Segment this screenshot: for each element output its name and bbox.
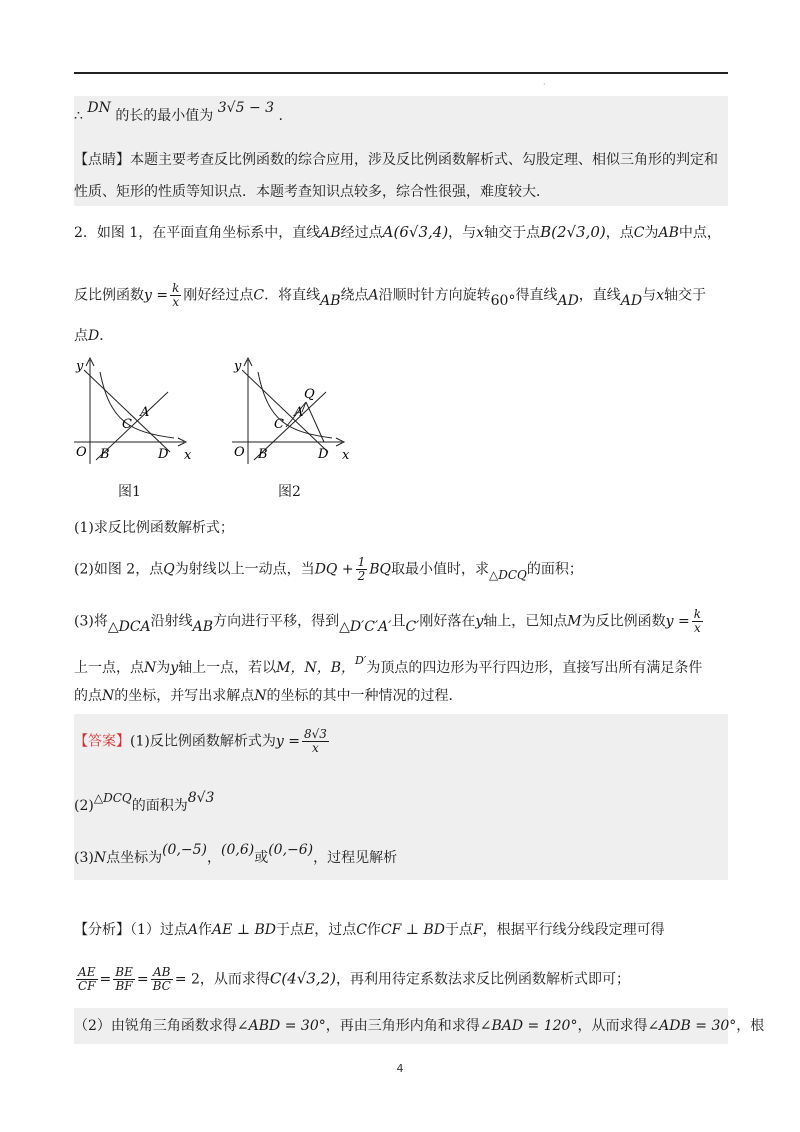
text: 轴上，已知点 [483, 613, 568, 630]
problem-line2 [74, 282, 706, 309]
label-y: y [76, 359, 84, 374]
text: ，过点 [314, 922, 357, 938]
coord-3: (0,−6) [268, 842, 314, 858]
text: 为顶点的四边形为平行四边形，直接写出所有满足条件 [366, 660, 703, 676]
text: （2）由锐角三角函数求得 [74, 1018, 237, 1034]
label-o: O [76, 445, 87, 460]
text: 的坐标的其中一种情况的过程． [266, 688, 463, 704]
analysis-line2: $\frac{AE}{CF}$ = $\frac{BE}{BF}$ = $\frac{AB}{BC}$ = 2，从而求得C(4√3,2)，再利用待定系数法求反比例函数解析式即可； [78, 965, 631, 993]
prev-conclusion [74, 100, 283, 126]
expr-ae-perp-bd: AE ⊥ BD [212, 922, 276, 938]
dianjing-line1: 【点睛】本题主要考查反比例函数的综合应用，涉及反比例函数解析式、勾股定理、相似三角形的判定和 [74, 152, 718, 168]
line-ab: AB [658, 225, 679, 241]
text: 中点， [678, 225, 721, 241]
fraction-k-over-x [692, 608, 703, 635]
label-c: C [122, 417, 132, 432]
text: 经过点 [340, 225, 383, 241]
equals-two: = 2 [174, 971, 200, 988]
text: 为反比例函数 [581, 613, 666, 630]
numerator: AB [151, 966, 173, 980]
text: 点 [74, 328, 88, 344]
denominator: 2 [357, 569, 366, 583]
fraction-ab-bc [151, 966, 173, 993]
denominator: x [312, 741, 319, 755]
coord-1: (0,−5) [162, 842, 208, 858]
text: ． [99, 328, 114, 344]
text: 于点 [275, 922, 304, 938]
area-value: 8√3 [187, 790, 215, 806]
text: (3) [74, 850, 94, 866]
separator: ， [207, 850, 222, 866]
numerator: k [693, 607, 701, 621]
point-n: N [144, 660, 157, 676]
point-n: N [254, 688, 267, 704]
text: 取最小值时，求 [390, 561, 489, 578]
text: 作 [366, 922, 381, 938]
problem-line1 [74, 222, 721, 243]
triangle-translated: △D′C′A′ [339, 618, 392, 635]
func-y: y = [275, 733, 300, 750]
fraction-half [356, 556, 368, 583]
therefore-symbol: ∴ [74, 108, 83, 124]
text: (2) [74, 798, 94, 814]
text: (2)如图 2，点 [74, 561, 164, 578]
text: (1)反比例函数解析式为 [130, 733, 276, 750]
expr-dq: DQ + [314, 561, 354, 578]
segment-qd [306, 402, 324, 442]
answer-tag: 【答案】 [74, 733, 130, 750]
var-y: y [170, 660, 179, 676]
text: ，根 [736, 1018, 765, 1034]
point-a: A(6√3,4) [382, 223, 449, 241]
func-y: y = [144, 287, 169, 304]
text: 沿射线 [150, 613, 193, 630]
text: ，从而求得 [199, 971, 270, 988]
figure-2 [228, 352, 358, 472]
text: (3)将 [74, 613, 108, 630]
line-ab: AB [320, 225, 341, 241]
text: 轴交于点 [484, 225, 541, 241]
label-x: x [184, 448, 192, 463]
question-3-line2 [74, 654, 703, 679]
text: ．将直线 [264, 287, 321, 304]
denominator: BC [152, 979, 171, 993]
text: ，过程见解析 [313, 850, 398, 866]
var-x: x [476, 225, 485, 241]
text: 且 [391, 613, 406, 630]
expr-bq: BQ [369, 561, 391, 578]
numerator: BE [115, 965, 133, 979]
point-c-prime: C′ [405, 618, 420, 635]
denominator: x [172, 295, 180, 309]
text: 刚好落在 [419, 613, 476, 630]
figure-1-caption: 图1 [118, 484, 141, 500]
text: 作 [198, 922, 213, 938]
fraction-ae-cf [76, 966, 98, 993]
angle-60: 60° [490, 292, 516, 309]
points-mnb: M，N，B， [276, 660, 356, 676]
fraction-k-over-x [170, 282, 181, 309]
text: 点坐标为 [106, 850, 163, 866]
min-value: 3√5 − 3 [217, 100, 275, 116]
text: 绕点 [340, 287, 369, 304]
text: ，从而求得 [577, 1018, 648, 1034]
label-x: x [342, 448, 350, 463]
func-y: y = [665, 613, 690, 630]
hyperbola-curve [100, 372, 174, 438]
answer-3 [74, 842, 398, 868]
point-c: C [356, 922, 367, 938]
text: ，直线 [578, 287, 621, 304]
numerator: 8√3 [303, 727, 327, 741]
triangle-dcq: △DCQ [488, 567, 527, 582]
label-a: A [294, 405, 304, 420]
label-o: O [234, 445, 245, 460]
label-d: D [318, 447, 329, 462]
label-b: B [100, 447, 110, 462]
text: 的面积为 [131, 798, 188, 814]
text: 得直线 [515, 287, 558, 304]
numerator: k [172, 281, 180, 295]
point-e: E [303, 922, 315, 938]
point-m: M [567, 613, 582, 630]
page-number: 4 [396, 1062, 404, 1075]
text: 或 [254, 850, 269, 866]
figure-1 [70, 352, 200, 472]
text: ，点 [605, 225, 634, 241]
text: 反比例函数 [74, 287, 144, 304]
point-c-coord: C(4√3,2) [269, 969, 337, 988]
text: 为 [156, 660, 171, 676]
prev-text: 的长的最小值为 [115, 108, 214, 124]
numerator: AE [76, 966, 98, 980]
text: 为射线以上一动点，当 [174, 561, 315, 578]
text: 【分析】（1）过点 [74, 922, 188, 938]
triangle-dcq: △DCQ [93, 791, 132, 805]
text: ，再利用待定系数法求反比例函数解析式即可； [336, 971, 631, 988]
point-c: C [253, 287, 265, 304]
analysis-line1 [74, 920, 665, 940]
text: 的坐标，并写出求解点 [114, 688, 255, 704]
line-ad: AD [620, 292, 643, 309]
answer-2 [74, 790, 215, 816]
question-2 [74, 556, 583, 583]
label-b: B [258, 447, 268, 462]
question-1: (1)求反比例函数解析式； [74, 520, 234, 536]
angle-bad: ∠BAD = 120° [479, 1018, 578, 1034]
text: 于点 [444, 922, 473, 938]
line-ad [84, 370, 170, 452]
point-n: N [93, 850, 107, 866]
point-c: C [633, 225, 645, 241]
prev-end: . [278, 108, 283, 124]
text: ，根据平行线分线段定理可得 [482, 922, 665, 938]
text: 方向进行平移，得到 [213, 613, 340, 630]
problem-line3 [74, 326, 113, 346]
question-3-line1 [74, 608, 705, 635]
text: ，再由三角形内角和求得 [325, 1018, 480, 1034]
angle-adb: ∠ADB = 30° [647, 1018, 737, 1034]
dianjing-line2: 性质、矩形的性质等知识点．本题考查知识点较多，综合性很强，难度较大． [74, 184, 550, 200]
text: 轴上一点，若以 [178, 660, 277, 676]
point-f: F [472, 922, 483, 938]
point-d: D [88, 328, 100, 344]
fraction-8root3-over-x [302, 728, 329, 755]
label-c: C [274, 417, 284, 432]
text: ，与 [448, 225, 477, 241]
line-ad [242, 370, 328, 452]
coord-2: (0,6) [221, 842, 255, 858]
figure-2-caption: 图2 [278, 484, 301, 500]
text: 与 [642, 287, 657, 304]
triangle-dca: △DCA [107, 618, 151, 635]
text: 刚好经过点 [183, 287, 254, 304]
answer-1 [74, 728, 331, 755]
numerator: 1 [357, 555, 366, 569]
label-a: A [140, 405, 150, 420]
point-a: A [187, 922, 199, 938]
point-q: Q [163, 561, 175, 578]
line-ab: AB [320, 292, 341, 309]
label-d: D [158, 447, 169, 462]
segment-dn: DN [87, 100, 111, 116]
text: 轴交于 [664, 287, 707, 304]
header-dot: · [543, 80, 546, 89]
label-y: y [234, 359, 242, 374]
point-d-prime: D′ [355, 654, 367, 667]
header-rule [74, 72, 728, 74]
question-3-line3 [74, 686, 463, 706]
denominator: CF [78, 979, 96, 993]
line-ad: AD [557, 292, 579, 309]
denominator: x [693, 621, 701, 635]
fraction-be-bf [113, 966, 135, 993]
denominator: BF [115, 979, 133, 993]
text: 的面积； [526, 561, 583, 578]
angle-abd: ∠ABD = 30° [236, 1018, 326, 1034]
expr-cf-perp-bd: CF ⊥ BD [380, 922, 445, 938]
point-b: B(2√3,0) [540, 223, 606, 241]
point-n: N [102, 688, 115, 704]
text: 上一点，点 [74, 660, 144, 676]
text: 2．如图 1，在平面直角坐标系中，直线 [74, 225, 321, 241]
text: 的点 [74, 688, 102, 704]
text: 为 [644, 225, 659, 241]
point-a: A [368, 287, 379, 304]
ray-ab: AB [192, 618, 214, 635]
text: 沿顺时针方向旋转 [378, 287, 491, 304]
var-x: x [656, 287, 665, 304]
label-q: Q [304, 387, 315, 402]
var-y: y [475, 613, 484, 630]
analysis-line3 [74, 1016, 764, 1036]
